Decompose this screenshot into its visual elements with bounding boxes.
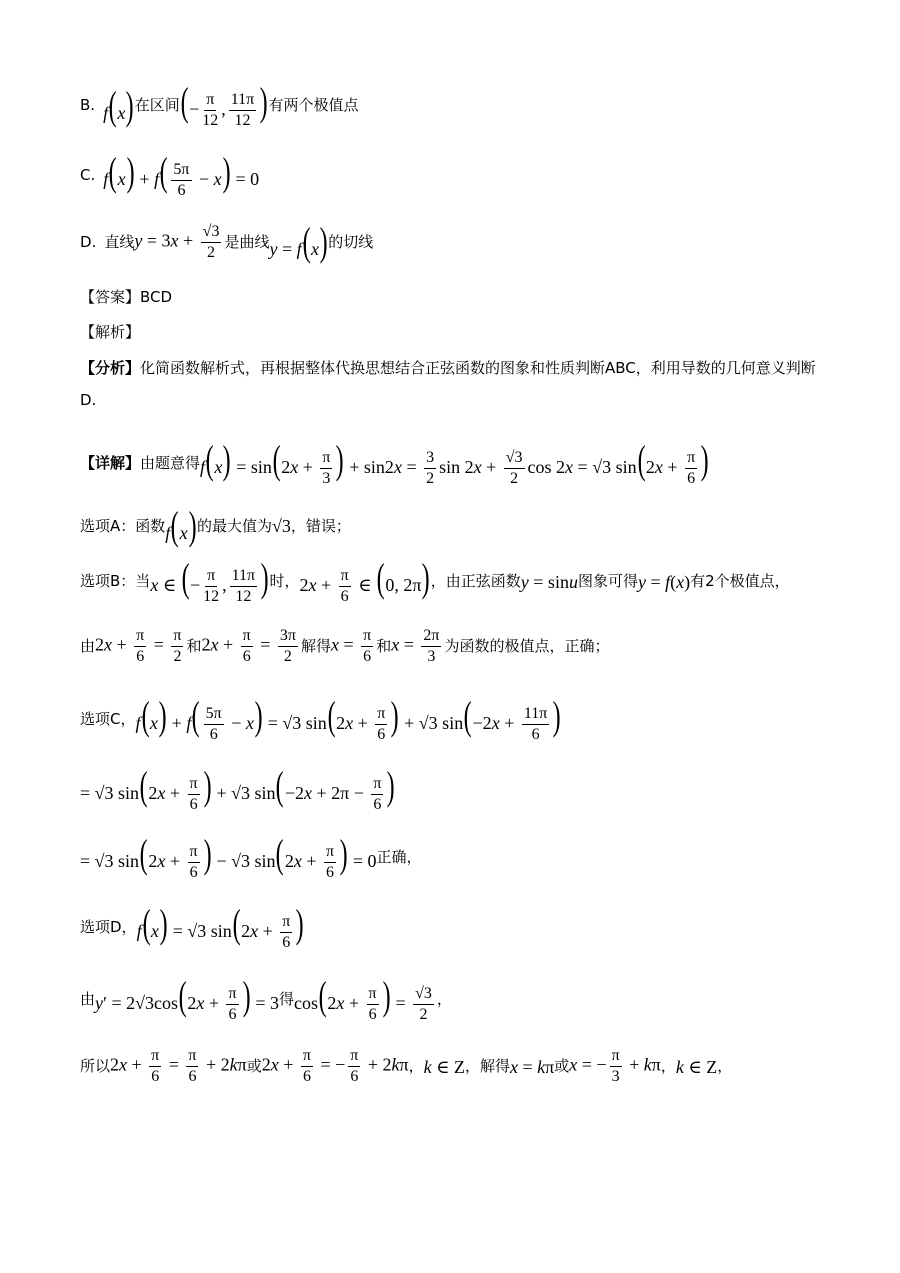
option-b (80, 79, 840, 130)
fenxi-text: 化简函数解析式，再根据整体代换思想结合正弦函数的图象和性质判断ABC，利用导数的几何意义判断D. (80, 359, 816, 409)
opt-b-text2: 时， (269, 572, 300, 591)
opt-b2-text4: 和 (376, 637, 392, 655)
opt-b-range: 2x + $\frac{\pi}{6}$ ∈ (0, 2π) (299, 555, 431, 606)
opt-b-line2 (80, 628, 840, 665)
opt-c-line2 (80, 763, 840, 814)
option-d-text1: 直线 (104, 232, 135, 251)
opt-a-label: 选项A： (80, 516, 136, 535)
opt-b-interval: x ∈ (− $\frac{\pi}{12}$ , $\frac{11\pi}{12}$ ) (150, 555, 269, 606)
opt-d3-text7: ， (717, 1057, 733, 1075)
opt-b-text4: 图象可得 (577, 572, 638, 591)
opt-d3-text1: 所以 (80, 1057, 111, 1075)
opt-b-line1 (80, 555, 840, 606)
option-d-curve: y = f(x) (269, 219, 328, 264)
opt-b2-sol2: x = $\frac{2\pi}{3}$ (391, 627, 440, 665)
opt-a-line (80, 503, 840, 548)
opt-c-eq2: = √3 sin(2x + $\frac{\pi}{6}$ ) + √3 sin(−2x + 2π − $\frac{\pi}{6}$ ) (80, 763, 396, 814)
xiangjie-text: 由题意得 (140, 454, 201, 473)
option-b-label: B. (80, 96, 96, 115)
option-d-text2: 是曲线 (224, 232, 270, 251)
option-b-tail: 有两个极值点 (268, 96, 359, 115)
option-b-text: 在区间 (134, 96, 180, 115)
opt-d3-sol1: x = kπ (509, 1056, 555, 1077)
opt-d2-eq1: y′ = 2√3cos(2x + $\frac{\pi}{6}$ ) = 3 (95, 973, 280, 1024)
xiangjie-label: 【详解】 (80, 454, 141, 473)
option-d-text3: 的切线 (328, 232, 374, 251)
opt-b2-eq1: 2x + $\frac{\pi}{6}$ = $\frac{\pi}{2}$ (95, 627, 182, 665)
opt-d3-text2: 或 (246, 1057, 262, 1075)
option-d-label: D. (80, 232, 97, 251)
analysis-heading: 【解析】 (80, 323, 141, 341)
option-b-interval: (− $\frac{\pi}{12}$ , $\frac{11\pi}{12}$ ) (180, 79, 268, 130)
opt-d2-eq2: cos(2x + $\frac{\pi}{6}$ ) = $\frac{√3}{2}$ (294, 973, 432, 1024)
xiangjie-line (80, 437, 840, 488)
opt-b2-sol1: x = $\frac{\pi}{6}$ (330, 627, 372, 665)
option-c-math: f(x) + f( $\frac{5\pi}{6}$ − x) = 0 (103, 149, 260, 200)
opt-a-text1: 函数 (135, 516, 166, 535)
option-c-label: C. (80, 166, 96, 185)
opt-d-line2 (80, 973, 840, 1024)
answer-label: 【答案】 (80, 288, 141, 306)
option-b-math-fx: f(x) (103, 82, 135, 128)
opt-d3-text4: ，解得 (464, 1057, 510, 1075)
opt-c-eq3: = √3 sin(2x + $\frac{\pi}{6}$ ) − √3 sin(2x + $\frac{\pi}{6}$ ) = 0 (80, 831, 377, 882)
opt-c-label: 选项C， (80, 710, 136, 729)
opt-d3-text5: 或 (554, 1057, 570, 1075)
opt-a-fx: f(x) (165, 503, 197, 548)
opt-d3-text3: ， (408, 1057, 424, 1075)
opt-b2-text5: 为函数的极值点，正确； (444, 637, 610, 655)
opt-d3-text6: ， (660, 1057, 676, 1075)
opt-b-text5: 有2个极值点， (690, 572, 790, 591)
opt-a-sqrt3: √3 (271, 516, 291, 536)
opt-b-sinu: y = sinu (520, 571, 578, 592)
xiangjie-math: f(x) = sin(2x + $\frac{\pi}{3}$ ) + sin2x = $\frac{3}{2}$ sin 2x + $\frac{√3}{2}$ cos 2x = √3 sin(2x + $\frac{\pi}{6}$ ) (200, 437, 709, 488)
analysis-heading-line (80, 325, 840, 340)
opt-d2-text1: 由 (80, 990, 96, 1009)
opt-d-line1 (80, 901, 840, 952)
option-d-line: y = 3x + $\frac{√3}{2}$ (134, 222, 220, 261)
opt-b-text1: 当 (135, 572, 151, 591)
opt-d2-tail: ， (436, 990, 452, 1009)
opt-d3-eq2: 2x + $\frac{\pi}{6}$ = − $\frac{\pi}{6}$ + 2kπ (261, 1047, 409, 1085)
opt-b2-text2: 和 (186, 637, 202, 655)
option-d (80, 219, 840, 264)
opt-a-text3: ，错误； (290, 516, 351, 535)
opt-b2-eq2: 2x + $\frac{\pi}{6}$ = $\frac{3\pi}{2}$ (201, 627, 296, 665)
opt-a-text2: 的最大值为 (196, 516, 272, 535)
opt-d-eq1: f(x) = √3 sin(2x + $\frac{\pi}{6}$ ) (136, 901, 305, 952)
opt-c-eq1: f(x) + f( $\frac{5\pi}{6}$ − x) = √3 sin(2x + $\frac{\pi}{6}$ ) + √3 sin(−2x + $\frac{11\pi}{6}$ ) (135, 693, 561, 744)
opt-b2-text3: 解得 (300, 637, 331, 655)
opt-c-line3 (80, 831, 840, 882)
opt-b-label: 选项B： (80, 572, 136, 591)
opt-b-text3: ，由正弦函数 (430, 572, 521, 591)
opt-c-line1 (80, 693, 840, 744)
opt-d3-sol2: x = − $\frac{\pi}{3}$ + kπ (569, 1047, 661, 1085)
answer-value: BCD (140, 288, 173, 306)
opt-d3-kz1: k ∈ Z (423, 1056, 465, 1077)
opt-b2-text1: 由 (80, 637, 96, 655)
opt-d-line3 (80, 1048, 840, 1085)
opt-d3-kz2: k ∈ Z (675, 1056, 718, 1077)
opt-d3-eq1: 2x + $\frac{\pi}{6}$ = $\frac{\pi}{6}$ + 2kπ (110, 1047, 247, 1085)
option-c (80, 149, 840, 200)
fenxi-paragraph (80, 352, 820, 416)
opt-b-yfx: y = f(x) (637, 571, 691, 592)
opt-d-label: 选项D， (80, 918, 137, 937)
opt-c-tail: 正确， (376, 848, 422, 867)
answer-line (80, 290, 840, 305)
opt-d2-text2: 得 (279, 990, 295, 1009)
fenxi-label: 【分析】 (80, 359, 141, 377)
